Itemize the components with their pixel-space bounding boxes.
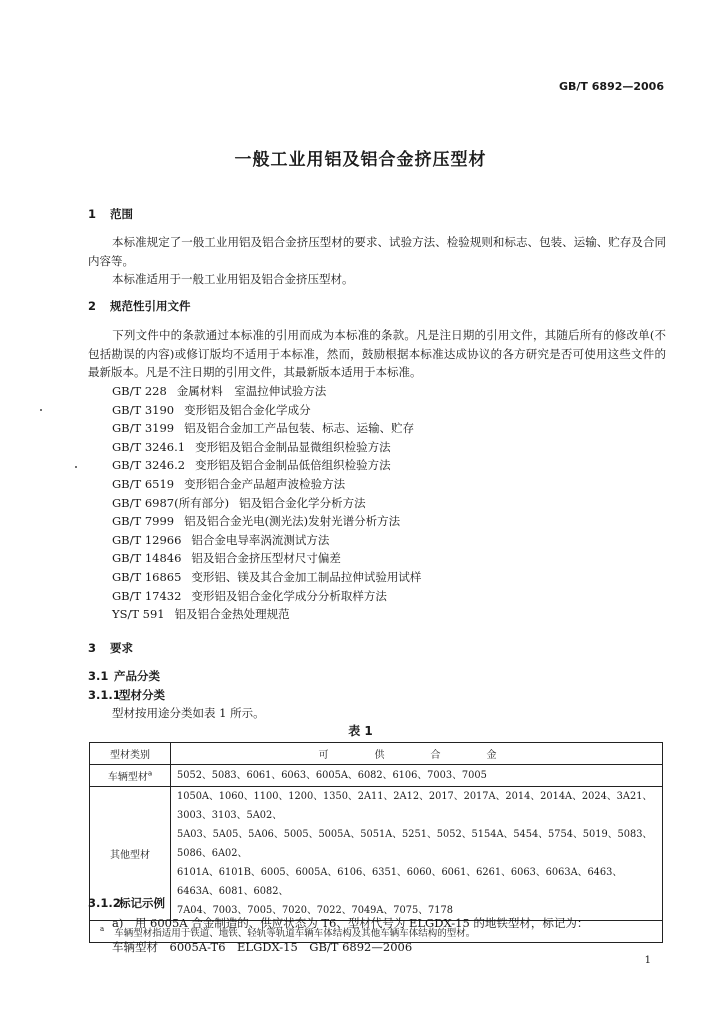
reference-item — [112, 512, 421, 531]
reference-title: 变形铝及铝合金制品显微组织检验方法 — [195, 439, 391, 454]
reference-code: GB/T 3190 — [112, 402, 175, 417]
table-row — [90, 765, 663, 787]
alloy-line: 1050A、1060、1100、1200、1350、2A11、2A12、2017、2017A、2014、2014A、2024、3A21、3003、3103、5A02、 — [177, 791, 653, 821]
section-title: 要求 — [110, 641, 133, 655]
section-2-heading — [88, 298, 191, 314]
document-title: 一般工业用铝及铝合金挤压型材 — [234, 150, 487, 170]
table-row — [90, 787, 663, 921]
alloys-cell — [171, 787, 663, 921]
alloy-line: 7A04、7003、7005、7020、7022、7049A、7075、7178 — [177, 905, 453, 916]
scan-speck — [75, 466, 77, 468]
page-number: 1 — [644, 955, 651, 966]
section-1-paragraph-1: 本标准规定了一般工业用铝及铝合金挤压型材的要求、试验方法、检验规则和标志、包装、运输、贮存及合同内容等。 — [88, 235, 666, 268]
category-cell: 车辆型材$^a$ — [90, 765, 171, 787]
section-title: 产品分类 — [114, 669, 160, 683]
alloys-cell: 5052、5083、6061、6063、6005A、6082、6106、7003、7005 — [171, 765, 663, 787]
table-1-caption: 表 1 — [348, 724, 373, 738]
reference-title: 铝合金电导率涡流测试方法 — [191, 532, 330, 547]
section-3-1-1-heading — [88, 687, 165, 703]
reference-item — [112, 456, 421, 475]
footnote-ref: a — [147, 769, 153, 778]
scan-speck — [40, 409, 42, 411]
reference-code: GB/T 228 — [112, 384, 167, 398]
reference-title: 变形铝合金产品超声波检验方法 — [184, 476, 346, 491]
normative-reference-list — [112, 382, 421, 624]
section-number: 2 — [88, 299, 97, 313]
reference-item — [112, 475, 421, 494]
reference-title: 变形铝及铝合金化学成分分析取样方法 — [191, 588, 387, 603]
reference-code: GB/T 14846 — [112, 551, 182, 566]
column-header-category: 型材类别 — [90, 743, 171, 765]
section-title: 型材分类 — [119, 688, 165, 702]
reference-item — [112, 401, 421, 420]
reference-item — [112, 494, 421, 513]
reference-code: GB/T 12966 — [112, 532, 182, 547]
reference-title: 铝及铝合金化学分析方法 — [239, 495, 366, 510]
reference-title: 变形铝及铝合金化学成分 — [184, 402, 311, 417]
table-header-row — [90, 743, 663, 765]
section-2-paragraph: 下列文件中的条款通过本标准的引用而成为本标准的条款。凡是注日期的引用文件，其随后所有的修改单(不包括勘误的内容)或修订版均不适用于本标准，然而，鼓励根据本标准达成协议的各方研究是否可使用这些文件的最新版本。凡是不注日期的引用文件，其最新版本适用于本标准。 — [88, 328, 666, 380]
reference-title: 铝及铝合金加工产品包装、标志、运输、贮存 — [184, 421, 415, 436]
section-1-heading — [88, 206, 133, 222]
reference-item — [112, 438, 421, 457]
table-footnote: $^a$ 车辆型材指适用于铁道、地铁、轻轨等轨道车辆车体结构及其他车辆车体结构的型材。 — [90, 921, 663, 943]
section-number: 3.1 — [88, 669, 109, 683]
reference-title: 铝及铝合金挤压型材尺寸偏差 — [191, 551, 341, 566]
section-title: 标记示例 — [119, 896, 165, 910]
reference-code: GB/T 7999 — [112, 514, 175, 529]
reference-item — [112, 531, 421, 550]
reference-item — [112, 419, 421, 438]
section-title: 范围 — [110, 207, 133, 221]
marking-example: 车辆型材 6005A-T6 ELGDX-15 GB/T 6892—2006 — [112, 940, 413, 954]
section-3-1-heading — [88, 668, 160, 684]
standard-code: GB/T 6892—2006 — [559, 80, 664, 93]
category-cell: 其他型材 — [90, 787, 171, 921]
reference-title: 金属材料 室温拉伸试验方法 — [176, 384, 327, 398]
section-3-1-1-text: 型材按用途分类如表 1 所示。 — [112, 706, 265, 720]
alloy-table — [89, 742, 663, 943]
section-number: 3.1.2 — [88, 896, 121, 910]
reference-item — [112, 382, 421, 401]
section-title: 规范性引用文件 — [110, 299, 191, 313]
marking-example-item-a: a) 用 6005A 合金制造的、供应状态为 T6、型材代号为 ELGDX-15 的地铁型材，标记为： — [112, 916, 589, 930]
reference-title: 变形铝及铝合金制品低倍组织检验方法 — [195, 458, 391, 473]
reference-code: GB/T 3199 — [112, 421, 175, 436]
reference-item — [112, 605, 421, 624]
alloy-line: 5A03、5A05、5A06、5005、5005A、5051A、5251、5052、5154A、5454、5754、5019、5083、5086、6A02、 — [177, 829, 653, 859]
reference-title: 变形铝、镁及其合金加工制品拉伸试验用试样 — [191, 569, 422, 584]
section-number: 1 — [88, 207, 97, 221]
alloy-line: 6101A、6101B、6005、6005A、6106、6351、6060、6061、6261、6063、6063A、6463、6463A、6081、6082、 — [177, 867, 623, 897]
section-number: 3.1.1 — [88, 688, 121, 702]
reference-item — [112, 549, 421, 568]
reference-item — [112, 568, 421, 587]
reference-code: GB/T 6519 — [112, 476, 175, 491]
footnote-mark: a — [100, 925, 105, 934]
section-3-1-2-heading — [88, 895, 165, 911]
reference-code: GB/T 6987(所有部分) — [112, 495, 230, 510]
reference-title: 铝及铝合金热处理规范 — [174, 607, 290, 622]
reference-code: GB/T 3246.1 — [112, 439, 186, 454]
reference-code: GB/T 16865 — [112, 569, 182, 584]
section-3-heading — [88, 640, 133, 656]
reference-item — [112, 587, 421, 606]
section-1-paragraph-2: 本标准适用于一般工业用铝及铝合金挤压型材。 — [112, 272, 354, 286]
column-header-alloys: 可 供 合 金 — [171, 743, 663, 765]
section-number: 3 — [88, 641, 97, 655]
reference-code: YS/T 591 — [112, 607, 165, 622]
reference-code: GB/T 3246.2 — [112, 458, 186, 473]
reference-title: 铝及铝合金光电(测光法)发射光谱分析方法 — [184, 514, 401, 529]
reference-code: GB/T 17432 — [112, 588, 182, 603]
